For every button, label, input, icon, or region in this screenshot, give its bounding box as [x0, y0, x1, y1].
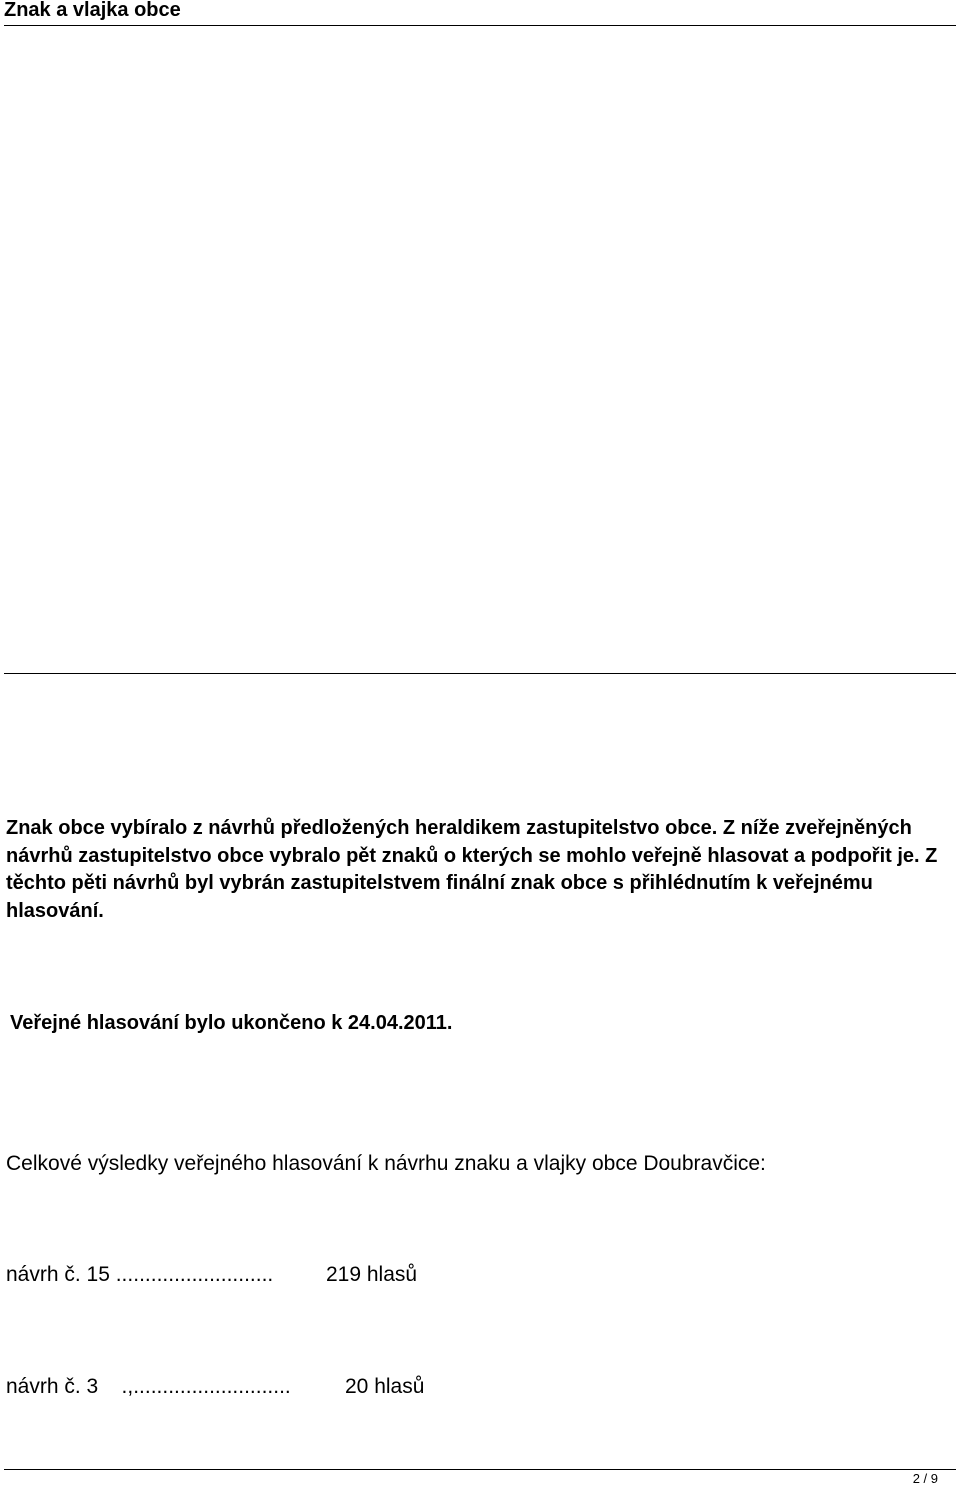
result-votes: 20 hlasů	[345, 1375, 425, 1398]
content-divider	[4, 673, 956, 674]
result-row	[6, 1374, 425, 1400]
header-divider	[4, 25, 956, 26]
result-row	[6, 1262, 418, 1288]
result-label: návrh č. 15 ...........................	[6, 1263, 274, 1286]
voting-ended-notice: Veřejné hlasování bylo ukončeno k 24.04.2011.	[10, 1012, 453, 1034]
page-number: 2 / 9	[912, 1471, 938, 1486]
intro-paragraph: Znak obce vybíralo z návrhů předložených heraldikem zastupitelstvo obce. Z níže zveřejněných návrhů zastupitelstvo obce vybralo pět znaků o kterých se mohlo veřejně hlasovat a podpořit je. Z těchto pěti návrhů byl vybrán zastupitelstvem finální znak obce s přihlédnutím k veřejnému hlasování.	[6, 817, 938, 922]
results-heading: Celkové výsledky veřejného hlasování k návrhu znaku a vlajky obce Doubravčice:	[6, 1152, 766, 1175]
page-title: Znak a vlajka obce	[4, 0, 181, 21]
result-label: návrh č. 3 .,...........................	[6, 1375, 291, 1398]
result-votes: 219 hlasů	[326, 1263, 418, 1286]
footer-divider	[4, 1469, 956, 1470]
